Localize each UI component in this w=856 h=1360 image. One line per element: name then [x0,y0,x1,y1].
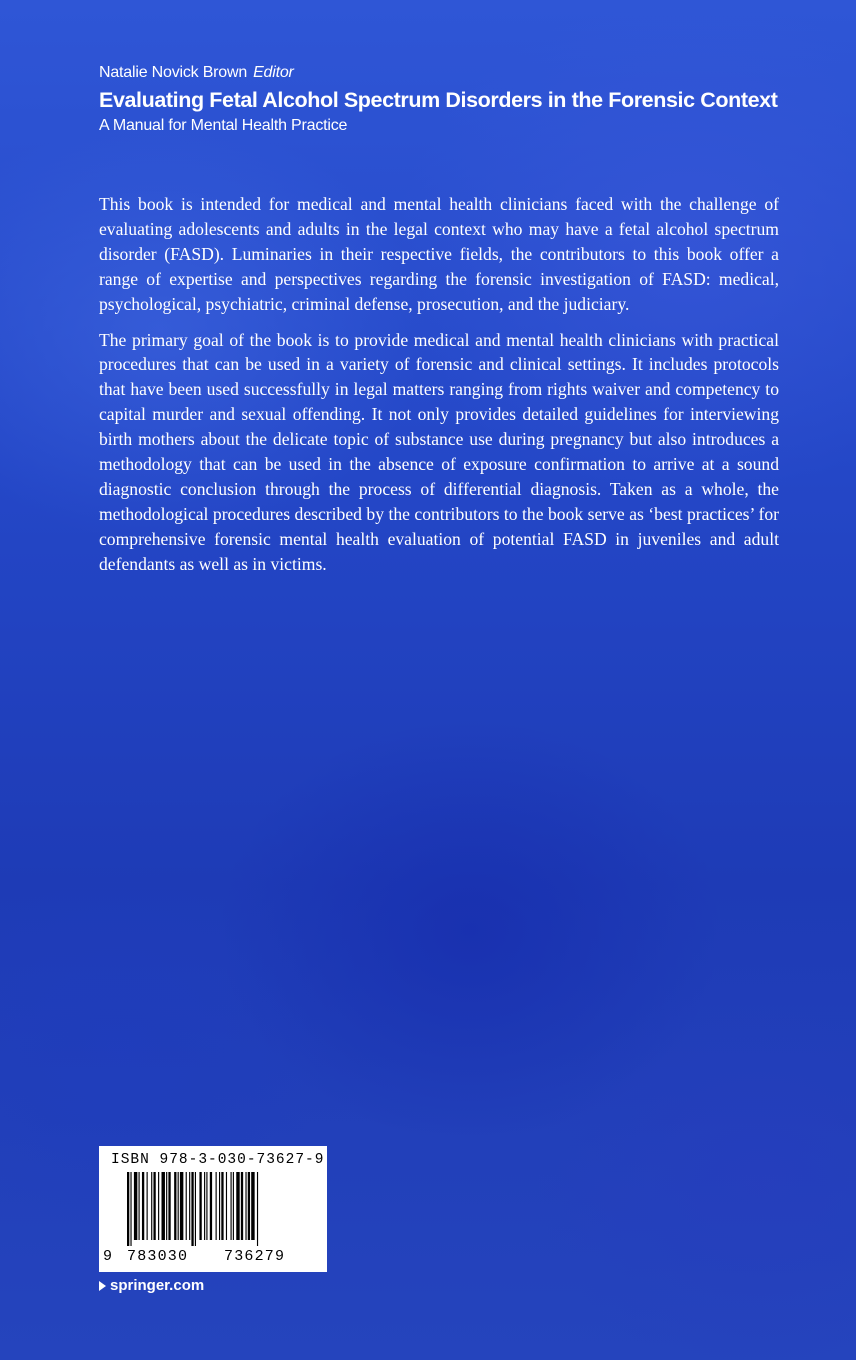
barcode-bar [248,1172,250,1240]
barcode-icon [99,1172,327,1250]
barcode-bar [204,1172,205,1240]
barcode-bar [130,1172,131,1246]
barcode-bar [162,1172,165,1240]
barcode-bar [191,1172,193,1246]
isbn-label: ISBN 978-3-030-73627-9 [111,1152,325,1168]
editor-name: Natalie Novick Brown [99,64,248,81]
book-title: Evaluating Fetal Alcohol Spectrum Disorders in the Forensic Context [99,88,778,112]
barcode-right-digits: 736279 [224,1248,286,1265]
barcode-bar [189,1172,190,1240]
barcode-bar [245,1172,246,1240]
barcode-bar [186,1172,187,1240]
barcode-bar [231,1172,232,1240]
barcode-bar [257,1172,258,1246]
barcode-bar [219,1172,220,1240]
isbn-barcode [99,1146,327,1272]
barcode-digits [99,1246,327,1268]
website-url[interactable]: springer.com [110,1277,205,1294]
barcode-bar [127,1172,129,1246]
barcode-bar [168,1172,170,1240]
barcode-bar [216,1172,217,1240]
barcode-bar [206,1172,207,1240]
website-link[interactable] [99,1276,204,1296]
barcode-bar [178,1172,179,1240]
barcode-bar [153,1172,155,1240]
header [99,62,799,137]
barcode-bar [241,1172,243,1240]
barcode-bar [236,1172,239,1240]
barcode-bar [147,1172,148,1240]
barcode-bar [139,1172,140,1240]
book-description [99,192,779,588]
arrow-right-icon [99,1281,106,1291]
book-subtitle: A Manual for Mental Health Practice [99,117,348,134]
barcode-first-digit: 9 [103,1248,113,1265]
barcode-bar [251,1172,254,1240]
editor-role: Editor [253,64,294,81]
editor-line [99,62,799,84]
barcode-bar [134,1172,137,1240]
barcode-bar [151,1172,152,1240]
barcode-bar [195,1172,196,1246]
barcode-bar [142,1172,144,1240]
barcode-bar [226,1172,227,1240]
barcode-bar [210,1172,212,1240]
barcode-left-digits: 783030 [127,1248,189,1265]
barcode-bar [221,1172,223,1240]
barcode-bar [233,1172,234,1240]
barcode-bar [166,1172,167,1240]
barcode-bar [158,1172,159,1240]
barcode-bar [174,1172,176,1240]
barcode-bar [199,1172,201,1240]
barcode-bar [180,1172,183,1240]
description-paragraph: This book is intended for medical and mental health clinicians faced with the challenge of evaluating adolescents and adults in the legal context who may have a fetal alcohol spectrum disorder (FASD). Luminaries in their respective fields, the contributors to this book offer a range of expertise and perspectives regarding the forensic investigation of FASD: medical, psychological, psychiatric, criminal defense, prosecution, and the judiciary. [99,194,779,314]
description-paragraph: The primary goal of the book is to provide medical and mental health clinicians with practical procedures that can be used in a variety of forensic and clinical settings. It includes protocols that have been used successfully in legal matters ranging from rights waiver and competency to capital murder and sexual offending. It not only provides detailed guidelines for interviewing birth mothers about the delicate topic of substance use during pregnancy but also introduces a methodology that can be used in the absence of exposure confirmation to arrive at a sound diagnostic conclusion through the process of differential diagnosis. Taken as a whole, the methodological procedures described by the contributors to the book serve as ‘best practices’ for comprehensive forensic mental health evaluation of potential FASD in juveniles and adult defendants as well as in victims. [99,329,779,574]
